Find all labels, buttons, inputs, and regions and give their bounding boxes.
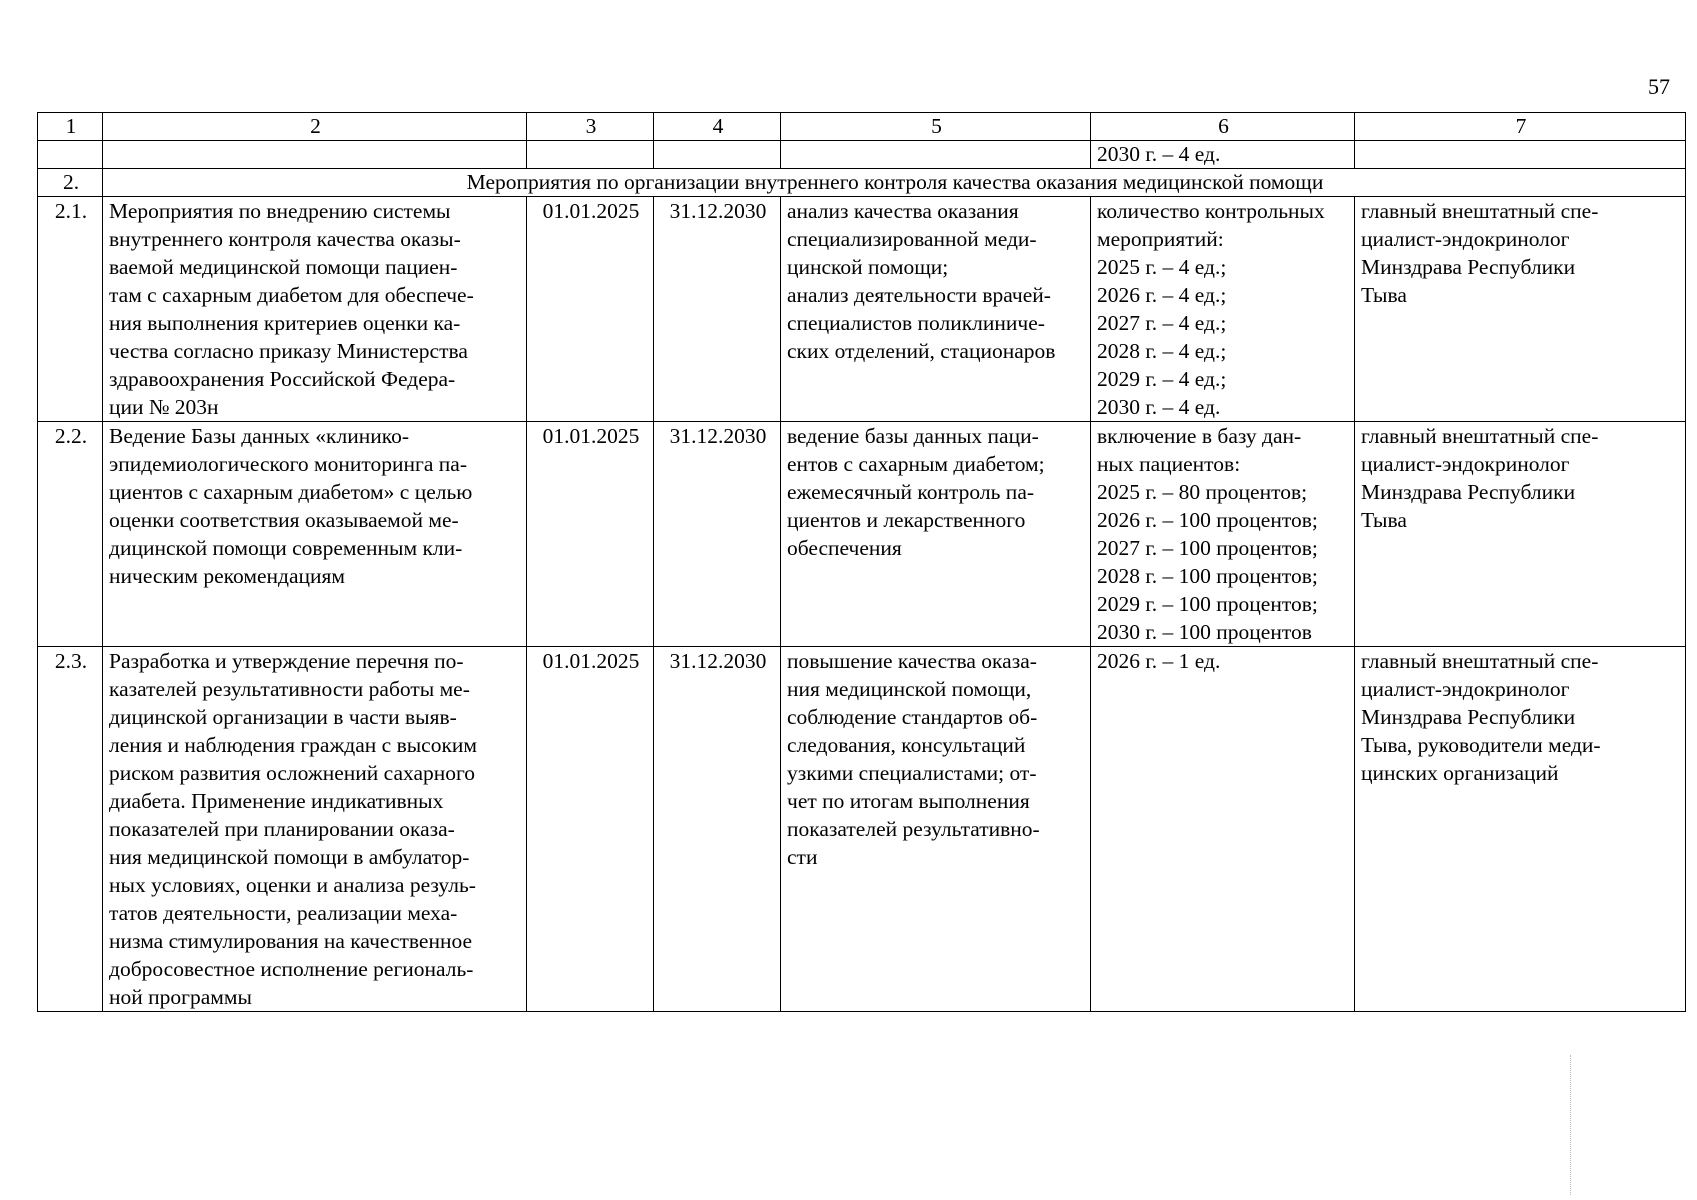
responsible-cell: главный внештатный спе- циалист-эндокринолог Минздрава Республики Тыва xyxy=(1355,422,1686,647)
end-date-cell: 31.12.2030 xyxy=(654,197,781,422)
end-date-cell: 31.12.2030 xyxy=(654,647,781,1012)
cell-empty xyxy=(38,141,103,169)
continuation-row xyxy=(38,141,1686,169)
section-title: Мероприятия по организации внутреннего контроля качества оказания медицинской помощи xyxy=(103,169,1686,197)
column-header-7: 7 xyxy=(1355,113,1686,141)
cell-empty xyxy=(1355,141,1686,169)
column-header-5: 5 xyxy=(781,113,1091,141)
start-date-cell: 01.01.2025 xyxy=(527,197,654,422)
page-number: 57 xyxy=(1648,74,1670,99)
activity-cell: Мероприятия по внедрению системы внутреннего контроля качества оказы- ваемой медицинской помощи пациен- там с сахарным диабетом для обеспече- ния выполнения критериев оценки ка- чества согласно приказу Министерства здравоохранения Российской Федера- ции № 203н xyxy=(103,197,527,422)
result-cell: повышение качества оказа- ния медицинской помощи, соблюдение стандартов об- следования, консультаций узкими специалистами; от- чет по итогам выполнения показателей результативно- сти xyxy=(781,647,1091,1012)
result-cell: анализ качества оказания специализированной меди- цинской помощи; анализ деятельности врачей- специалистов поликлиниче- ских отделений, стационаров xyxy=(781,197,1091,422)
section-number: 2. xyxy=(38,169,103,197)
row-number: 2.2. xyxy=(38,422,103,647)
start-date-cell: 01.01.2025 xyxy=(527,647,654,1012)
section-row xyxy=(38,169,1686,197)
cell-empty xyxy=(654,141,781,169)
row-number: 2.1. xyxy=(38,197,103,422)
table-header-row xyxy=(38,113,1686,141)
result-cell: ведение базы данных паци- ентов с сахарным диабетом; ежемесячный контроль па- циентов и лекарственного обеспечения xyxy=(781,422,1091,647)
column-header-1: 1 xyxy=(38,113,103,141)
indicators-cell: количество контрольных мероприятий: 2025 г. – 4 ед.; 2026 г. – 4 ед.; 2027 г. – 4 ед.; 2028 г. – 4 ед.; 2029 г. – 4 ед.; 2030 г. – 4 ед. xyxy=(1091,197,1355,422)
indicators-cell: включение в базу дан- ных пациентов: 2025 г. – 80 процентов; 2026 г. – 100 процентов; 2027 г. – 100 процентов; 2028 г. – 100 процентов; 2029 г. – 100 процентов; 2030 г. – 100 процентов xyxy=(1091,422,1355,647)
start-date-cell: 01.01.2025 xyxy=(527,422,654,647)
table-row xyxy=(38,647,1686,1012)
end-date-cell: 31.12.2030 xyxy=(654,422,781,647)
continuation-indicators-cell: 2030 г. – 4 ед. xyxy=(1091,141,1355,169)
responsible-cell: главный внештатный спе- циалист-эндокринолог Минздрава Республики Тыва, руководители меди- цинских организаций xyxy=(1355,647,1686,1012)
cell-empty xyxy=(527,141,654,169)
column-header-6: 6 xyxy=(1091,113,1355,141)
scan-artifact xyxy=(1570,1055,1575,1195)
cell-empty xyxy=(781,141,1091,169)
activities-table xyxy=(37,112,1686,1012)
column-header-4: 4 xyxy=(654,113,781,141)
responsible-cell: главный внештатный спе- циалист-эндокринолог Минздрава Республики Тыва xyxy=(1355,197,1686,422)
cell-empty xyxy=(103,141,527,169)
table-row xyxy=(38,197,1686,422)
column-header-2: 2 xyxy=(103,113,527,141)
activity-cell: Разработка и утверждение перечня по- казателей результативности работы ме- дицинской организации в части выяв- ления и наблюдения граждан с высоким риском развития осложнений сахарного диабета. Применение индикативных показателей при планировании оказа- ния медицинской помощи в амбулатор- ных условиях, оценки и анализа резуль- татов деятельности, реализации меха- низма стимулирования на качественное добросовестное исполнение региональ- ной программы xyxy=(103,647,527,1012)
column-header-3: 3 xyxy=(527,113,654,141)
table-row xyxy=(38,422,1686,647)
activity-cell: Ведение Базы данных «клинико- эпидемиологического мониторинга па- циентов с сахарным диабетом» с целью оценки соответствия оказываемой ме- дицинской помощи современным кли- ническим рекомендациям xyxy=(103,422,527,647)
row-number: 2.3. xyxy=(38,647,103,1012)
indicators-cell: 2026 г. – 1 ед. xyxy=(1091,647,1355,1012)
